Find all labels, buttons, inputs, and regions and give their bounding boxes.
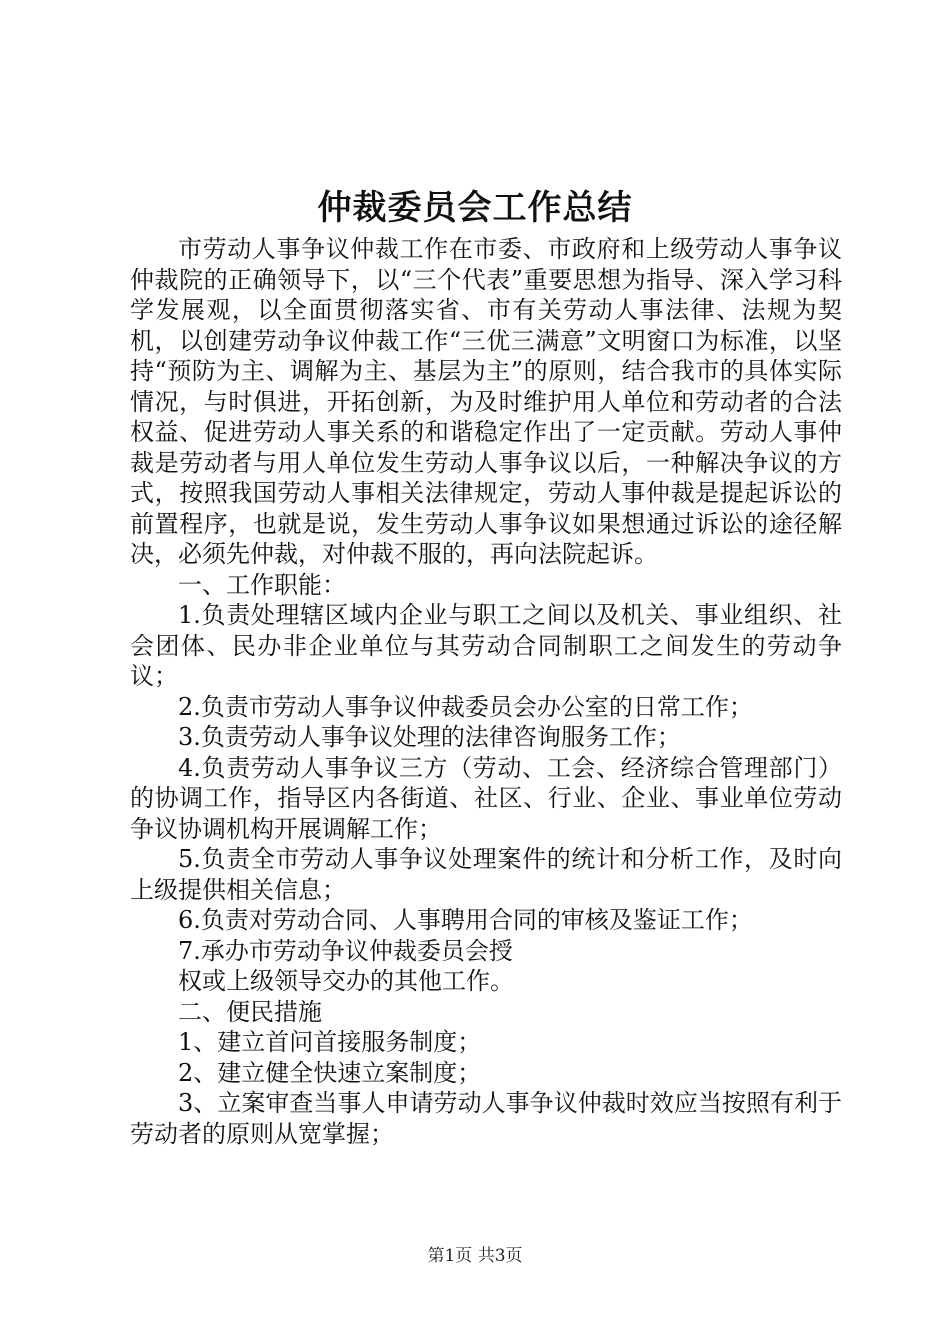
section1-item-7: 7.承办市劳动争议仲裁委员会授: [178, 936, 513, 965]
section1-item-5: 5.负责全市劳动人事争议处理案件的统计和分析工作，及时向上级提供相关信息；: [130, 845, 842, 904]
section1-item-4: 4.负责劳动人事争议三方（劳动、工会、经济综合管理部门）的协调工作，指导区内各街道、社区、行业、企业、事业单位劳动争议协调机构开展调解工作；: [130, 753, 842, 843]
document-body: [130, 234, 842, 1149]
section2-item-2: 2、建立健全快速立案制度；: [178, 1058, 482, 1087]
section2-item-1: 1、建立首问首接服务制度；: [178, 1028, 482, 1056]
section1-item-1: 1.负责处理辖区域内企业与职工之间以及机关、事业组织、社会团体、民办非企业单位与其劳动合同制职工之间发生的劳动争议；: [130, 601, 842, 690]
document-title: 仲裁委员会工作总结: [317, 188, 633, 228]
section1-item-3: 3.负责劳动人事争议处理的法律咨询服务工作；: [178, 723, 681, 751]
section2-item-3: 3、立案审查当事人申请劳动人事争议仲裁时效应当按照有利于劳动者的原则从宽掌握；: [130, 1089, 842, 1148]
section1-item-6: 6.负责对劳动合同、人事聘用合同的审核及鉴证工作；: [178, 906, 753, 934]
section2-heading: 二、便民措施: [178, 997, 322, 1026]
section1-heading: 一、工作职能：: [178, 570, 346, 599]
section1-continuation: 权或上级领导交办的其他工作。: [178, 967, 514, 995]
page-number-footer: 第1页 共3页: [427, 1246, 523, 1266]
section1-item-2: 2.负责市劳动人事争议仲裁委员会办公室的日常工作；: [178, 692, 753, 721]
intro-paragraph: 市劳动人事争议仲裁工作在市委、市政府和上级劳动人事争议仲裁院的正确领导下，以“三个代表”重要思想为指导、深入学习科学发展观，以全面贯彻落实省、市有关劳动人事法律、法规为契机，以创建劳动争议仲裁工作“三优三满意”文明窗口为标准，以坚持“预防为主、调解为主、基层为主”的原则，结合我市的具体实际情况，与时俱进，开拓创新，为及时维护用人单位和劳动者的合法权益、促进劳动人事关系的和谐稳定作出了一定贡献。劳动人事仲裁是劳动者与用人单位发生劳动人事争议以后，一种解决争议的方式，按照我国劳动人事相关法律规定，劳动人事仲裁是提起诉讼的前置程序，也就是说，发生劳动人事争议如果想通过诉讼的途径解决，必须先仲裁，对仲裁不服的，再向法院起诉。: [130, 235, 842, 568]
